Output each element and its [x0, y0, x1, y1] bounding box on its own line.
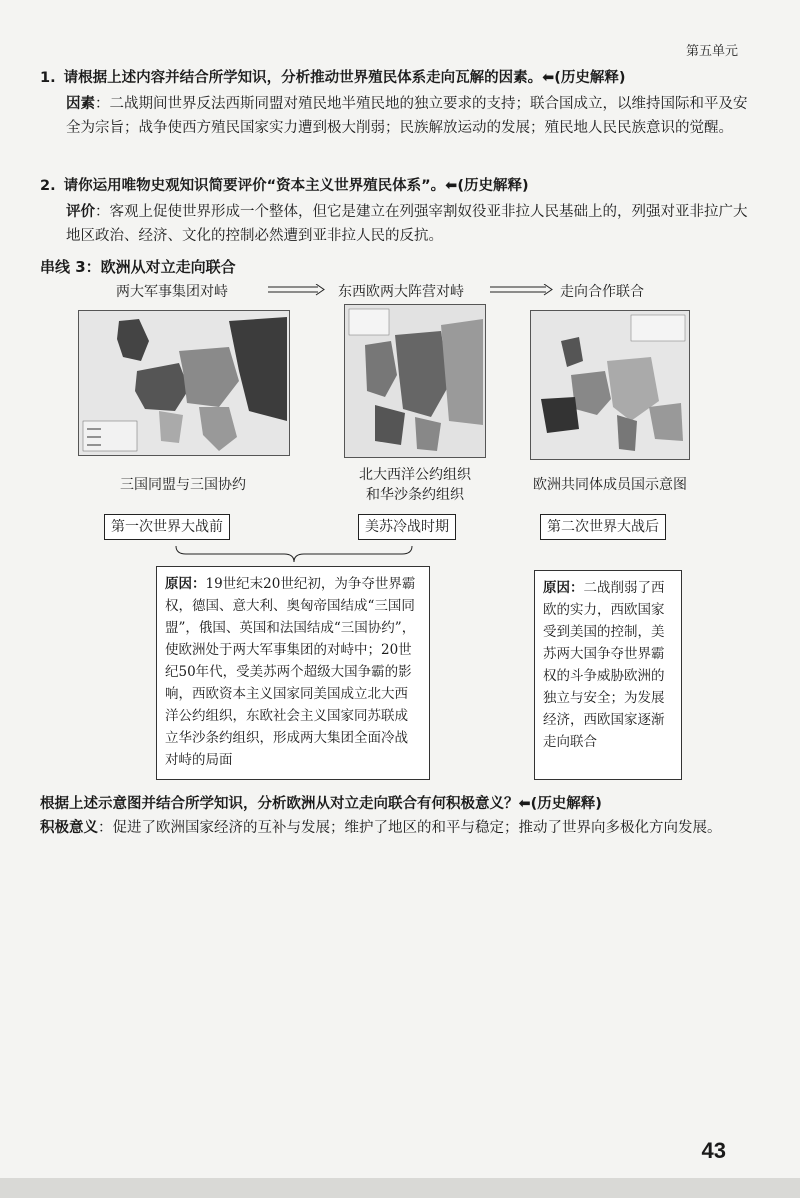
flow-stage-1: 两大军事集团对峙	[116, 284, 228, 300]
answer-label: 因素	[66, 96, 95, 112]
series-title: 串线 3：欧洲从对立走向联合	[40, 258, 236, 276]
flow-stage-3: 走向合作联合	[560, 284, 644, 300]
europe-map-1	[79, 311, 289, 455]
answer-label: 积极意义	[40, 820, 98, 836]
map-triple-alliance-entente	[78, 310, 290, 456]
question-number: 1.	[40, 70, 56, 86]
question-3	[40, 792, 602, 816]
answer-label: 评价	[66, 204, 95, 220]
map-2-caption-line-2: 和华沙条约组织	[366, 487, 464, 503]
map-2-caption-line-1: 北大西洋公约组织	[359, 467, 471, 483]
footer-bar	[0, 1178, 800, 1198]
europe-map-3	[531, 311, 689, 459]
map-2-caption	[330, 465, 500, 505]
double-arrow-1	[268, 284, 328, 296]
period-cold-war: 美苏冷战时期	[358, 514, 456, 540]
history-tag: ⬅(历史解释)	[542, 70, 626, 86]
history-tag: ⬅(历史解释)	[445, 178, 529, 194]
reason-label: 原因：	[543, 580, 584, 596]
question-2	[40, 174, 529, 198]
answer-text: ：客观上促使世界形成一个整体，但它是建立在列强宰割奴役亚非拉人民基础上的，列强对亚非拉广大地区政治、经济、文化的控制必然遭到亚非拉人民的反抗。	[66, 204, 748, 244]
reason-box-right	[534, 570, 682, 780]
map-1-caption: 三国同盟与三国协约	[120, 477, 246, 493]
period-pre-ww1: 第一次世界大战前	[104, 514, 230, 540]
map-nato-warsaw	[344, 304, 486, 458]
reason-text: 19世纪末20世纪初，为争夺世界霸权，德国、意大利、奥匈帝国结成“三国同盟”，俄国、英国和法国结成“三国协约”，使欧洲处于两大军事集团的对峙中；20世纪50年代，受美苏两个超级大国争霸的影响，西欧资本主义国家同美国成立北大西洋公约组织，东欧社会主义国家同苏联成立华沙条约组织，形成两大集团全面冷战对峙的局面	[165, 576, 416, 768]
brace	[174, 544, 414, 566]
unit-label: 第五单元	[685, 44, 738, 59]
map-3-caption: 欧洲共同体成员国示意图	[533, 477, 687, 493]
answer-1	[66, 92, 756, 140]
page-number: 43	[701, 1138, 726, 1163]
europe-map-2	[345, 305, 485, 457]
reason-text: 二战削弱了西欧的实力，西欧国家受到美国的控制，美苏两大国争夺世界霸权的斗争威胁欧洲的独立与安全；为发展经济，西欧国家逐渐走向联合	[543, 580, 665, 750]
flow-stage-2: 东西欧两大阵营对峙	[338, 284, 464, 300]
question-number: 2.	[40, 178, 56, 194]
answer-2	[66, 200, 756, 248]
double-arrow-2	[490, 284, 556, 296]
answer-3	[40, 816, 756, 840]
answer-text: ：促进了欧洲国家经济的互补与发展；维护了地区的和平与稳定；推动了世界向多极化方向发展。	[98, 820, 722, 836]
reason-box-left	[156, 566, 430, 780]
reason-label: 原因：	[165, 576, 206, 592]
period-post-ww2: 第二次世界大战后	[540, 514, 666, 540]
question-1	[40, 66, 626, 90]
map-european-community	[530, 310, 690, 460]
question-text: 请根据上述内容并结合所学知识，分析推动世界殖民体系走向瓦解的因素。	[63, 70, 543, 86]
question-text: 请你运用唯物史观知识简要评价“资本主义世界殖民体系”。	[63, 178, 446, 194]
question-text: 根据上述示意图并结合所学知识，分析欧洲从对立走向联合有何积极意义？	[40, 796, 519, 812]
answer-text: ：二战期间世界反法西斯同盟对殖民地半殖民地的独立要求的支持；联合国成立，以维持国际和平及安全为宗旨；战争使西方殖民国家实力遭到极大削弱；民族解放运动的发展；殖民地人民民族意识的觉醒。	[66, 96, 748, 136]
history-tag: ⬅(历史解释)	[518, 796, 602, 812]
